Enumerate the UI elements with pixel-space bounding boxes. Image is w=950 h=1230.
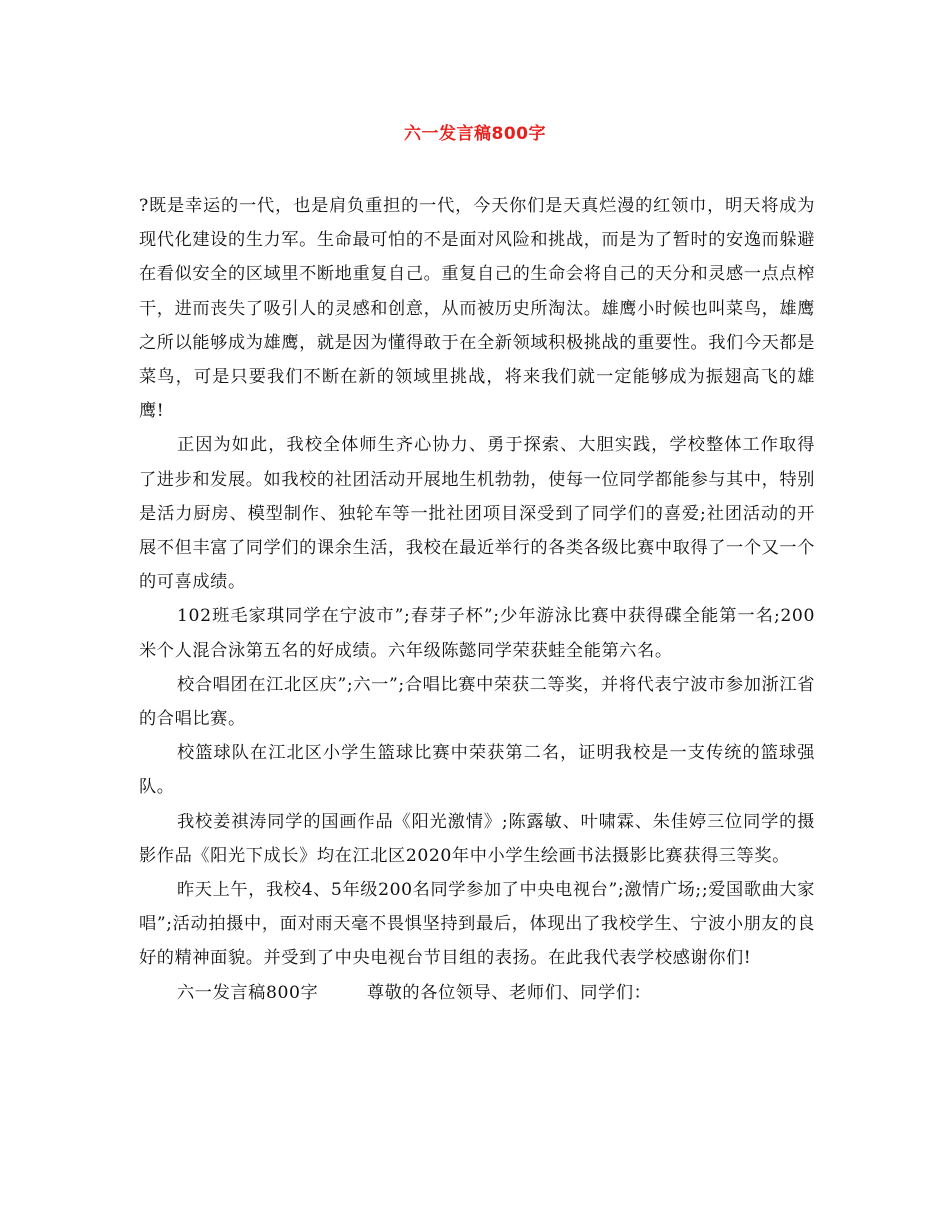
document-title: 六一发言稿800字 [404, 124, 546, 144]
paragraph-5: 校篮球队在江北区小学生篮球比赛中荣获第二名，证明我校是一支传统的篮球强队。 [139, 743, 815, 798]
paragraph-7: 昨天上午，我校4、5年级200名同学参加了中央电视台”;激情广场;;爱国歌曲大家唱”;活动拍摄中，面对雨天毫不畏惧坚持到最后，体现出了我校学生、宁波小朋友的良好的精神面貌。并受到了中央电视台节目组的表扬。在此我代表学校感谢你们! [139, 880, 815, 969]
paragraph-6: 我校姜祺涛同学的国画作品《阳光激情》;陈露敏、叶啸霖、朱佳婷三位同学的摄影作品《阳光下成长》均在江北区2020年中小学生绘画书法摄影比赛获得三等奖。 [139, 811, 815, 866]
paragraph-4: 校合唱团在江北区庆”;六一”;合唱比赛中荣获二等奖，并将代表宁波市参加浙江省的合唱比赛。 [139, 674, 815, 730]
document-body [139, 189, 815, 1010]
paragraph-3: 102班毛家琪同学在宁波市”;春芽子杯”;少年游泳比赛中获得碟全能第一名;200米个人混合泳第五名的好成绩。六年级陈懿同学荣获蛙全能第六名。 [139, 606, 815, 661]
paragraph-1: ?既是幸运的一代，也是肩负重担的一代，今天你们是天真烂漫的红领巾，明天将成为现代化建设的生力军。生命最可怕的不是面对风险和挑战，而是为了暂时的安逸而躲避在看似安全的区域里不断地重复自己。重复自己的生命会将自己的天分和灵感一点点榨干，进而丧失了吸引人的灵感和创意，从而被历史所淘汰。雄鹰小时候也叫菜鸟，雄鹰之所以能够成为雄鹰，就是因为懂得敢于在全新领域积极挑战的重要性。我们今天都是菜鸟，可是只要我们不断在新的领域里挑战，将来我们就一定能够成为振翅高飞的雄鹰! [139, 196, 815, 422]
paragraph-2: 正因为如此，我校全体师生齐心协力、勇于探索、大胆实践，学校整体工作取得了进步和发展。如我校的社团活动开展地生机勃勃，使每一位同学都能参与其中，特别是活力厨房、模型制作、独轮车等一批社团项目深受到了同学们的喜爱;社团活动的开展不但丰富了同学们的课余生活，我校在最近举行的各类各级比赛中取得了一个又一个的可喜成绩。 [139, 435, 815, 593]
paragraph-8: 六一发言稿800字 尊敬的各位领导、老师们、同学们： [177, 982, 652, 1003]
